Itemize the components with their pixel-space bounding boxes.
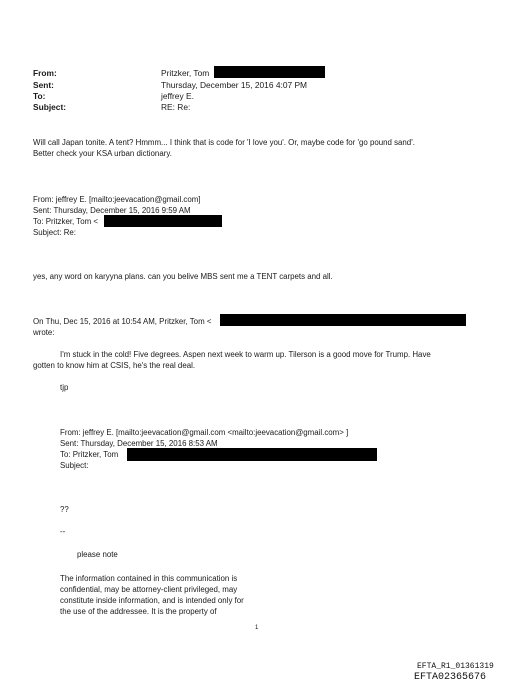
message-line: yes, any word on karyyna plans. can you belive MBS sent me a TENT carpets and all.	[33, 272, 333, 281]
page-number: 1	[255, 625, 259, 631]
quote-sent: Sent: Thursday, December 15, 2016 8:53 AM	[60, 439, 218, 448]
disclaimer-line: constitute inside information, and is intended only for	[60, 596, 244, 605]
disclaimer-line: confidential, may be attorney-client privileged, may	[60, 585, 238, 594]
redaction-box	[104, 215, 222, 227]
quote-to: To: Pritzker, Tom	[60, 450, 119, 459]
redaction-box	[220, 314, 466, 326]
signoff: tjp	[60, 383, 69, 392]
from-value: Pritzker, Tom	[161, 68, 210, 78]
to-label: To:	[33, 91, 46, 101]
sent-label: Sent:	[33, 80, 54, 90]
quote-subject: Subject: Re:	[33, 228, 76, 237]
redaction-box	[127, 448, 377, 461]
signature-separator: --	[60, 527, 66, 536]
message-line: gotten to know him at CSIS, he's the real deal.	[33, 361, 196, 370]
quote-to: To: Pritzker, Tom <	[33, 217, 98, 226]
sent-value: Thursday, December 15, 2016 4:07 PM	[161, 80, 308, 90]
quote-sent: Sent: Thursday, December 15, 2016 9:59 AM	[33, 206, 191, 215]
bates-number: EFTA02365676	[414, 672, 487, 683]
to-value: jeffrey E.	[161, 91, 194, 101]
quote-subject: Subject:	[60, 461, 89, 470]
subject-value: RE: Re:	[161, 102, 191, 112]
quote-from: From: jeffrey E. [mailto:jeevacation@gmail.com]	[33, 195, 201, 204]
from-label: From:	[33, 68, 57, 78]
redaction-box	[214, 66, 325, 78]
message-line: I'm stuck in the cold! Five degrees. Aspen next week to warm up. Tilerson is a good move for Trump. Have	[60, 350, 431, 359]
subject-label: Subject:	[33, 102, 67, 112]
bates-number: EFTA_R1_01361319	[417, 662, 494, 671]
disclaimer-line: the use of the addressee. It is the property of	[60, 607, 217, 616]
quote-intro-line: wrote:	[33, 328, 55, 337]
quote-intro-line: On Thu, Dec 15, 2016 at 10:54 AM, Pritzker, Tom <	[33, 317, 212, 326]
disclaimer-line: The information contained in this communication is	[60, 574, 238, 583]
quote-from: From: jeffrey E. [mailto:jeevacation@gmail.com <mailto:jeevacation@gmail.com> ]	[60, 428, 349, 437]
note-heading: please note	[77, 550, 118, 559]
message-body: ??	[60, 505, 69, 514]
message-line: Better check your KSA urban dictionary.	[33, 149, 172, 158]
message-line: Will call Japan tonite. A tent? Hmmm... I think that is code for 'I love you'. Or, maybe code for 'go pound sand'.	[33, 138, 415, 147]
